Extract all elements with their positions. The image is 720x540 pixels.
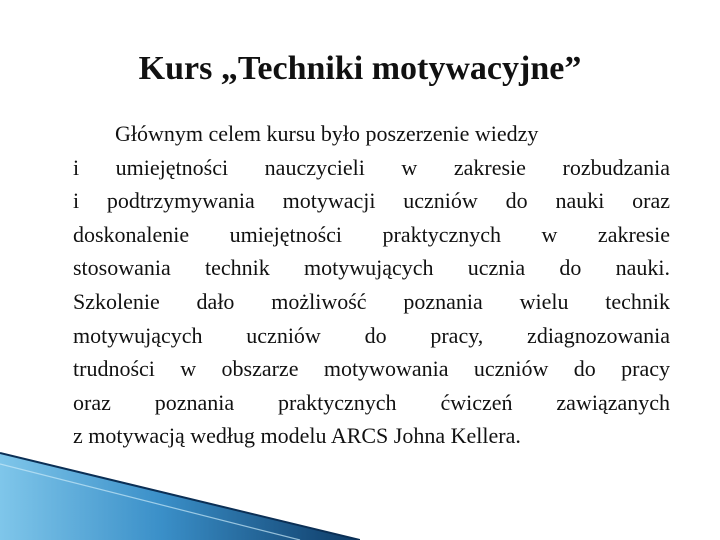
body-line: stosowania technik motywujących ucznia do nauki. xyxy=(73,255,670,281)
body-line: oraz poznania praktycznych ćwiczeń zawiązanych xyxy=(73,389,670,415)
body-line: doskonalenie umiejętności praktycznych w zakresie xyxy=(73,221,670,247)
slide-body-text xyxy=(73,117,670,453)
body-line: i umiejętności nauczycieli w zakresie rozbudzania xyxy=(73,154,670,180)
body-line: Głównym celem kursu było poszerzenie wiedzy xyxy=(115,121,539,146)
body-line: i podtrzymywania motywacji uczniów do nauki oraz xyxy=(73,188,670,214)
corner-decoration xyxy=(0,450,360,540)
body-line: trudności w obszarze motywowania uczniów do pracy xyxy=(73,356,670,382)
body-line: motywujących uczniów do pracy, zdiagnozowania xyxy=(73,322,670,348)
slide-title: Kurs „Techniki motywacyjne” xyxy=(138,50,582,87)
body-line: z motywacją według modelu ARCS Johna Kellera. xyxy=(73,423,521,449)
body-line: Szkolenie dało możliwość poznania wielu technik xyxy=(73,288,670,314)
